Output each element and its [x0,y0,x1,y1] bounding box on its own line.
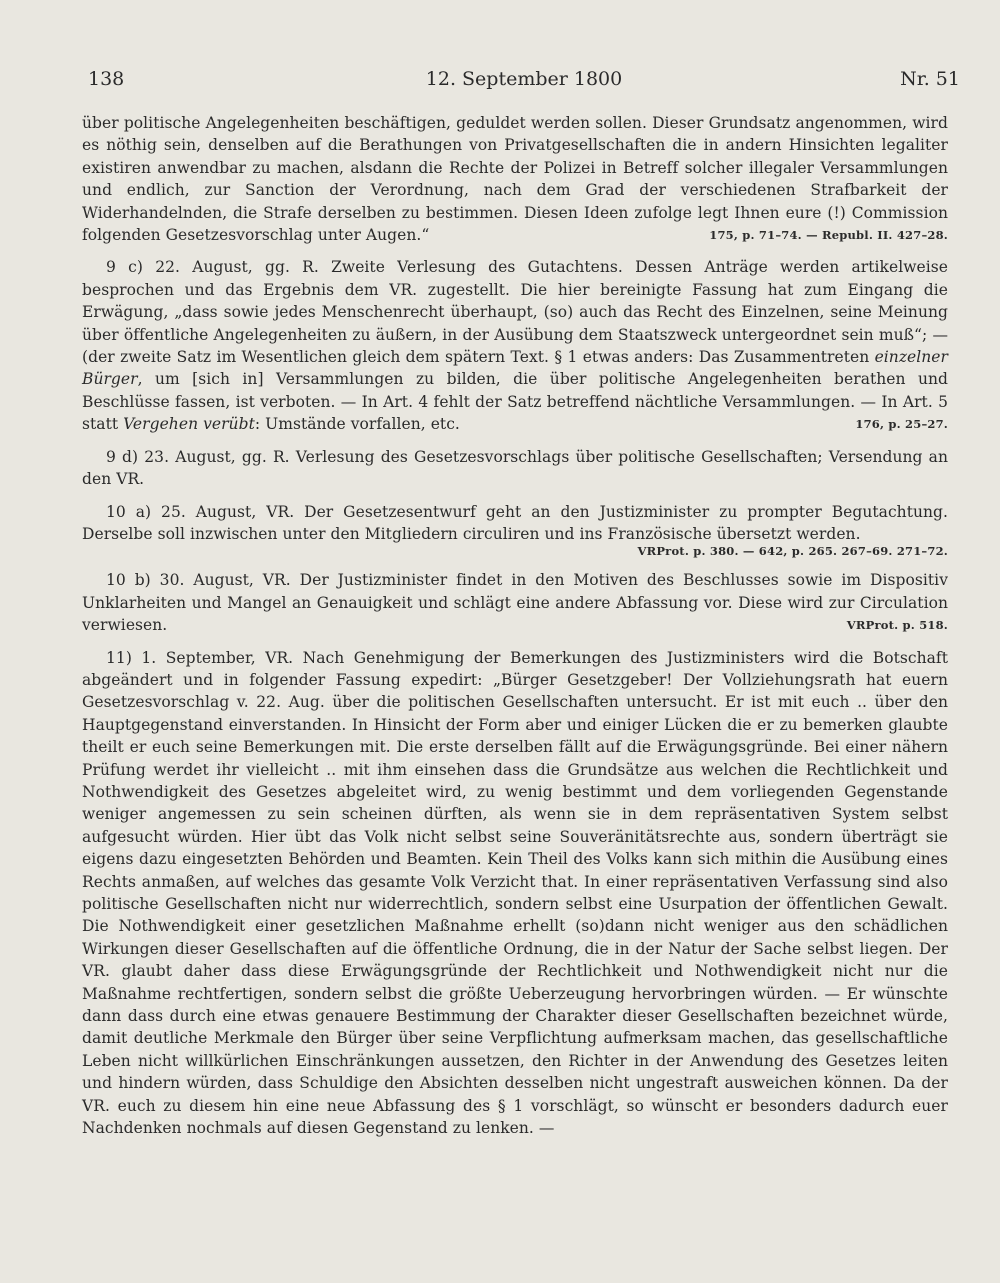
source-reference: VRProt. p. 380. — 642, p. 265. 267–69. 271–72. [637,544,948,559]
paragraph-text: 10 b) 30. August, VR. Der Justizminister findet in den Motiven des Beschlusses sowie im Dispositiv Unklarheiten und Mangel an Genauigkeit und schlägt eine andere Abfassung vor. Diese wird zur Circulation verwiesen. [82,571,948,635]
paragraph-10a [82,501,948,560]
body-text [82,112,948,1139]
paragraph-text: : Umstände vorfallen, etc. [254,415,460,434]
source-reference: VRProt. p. 518. [846,618,948,633]
italic-phrase: Vergehen verübt [123,415,255,434]
paragraph-text: 9 d) 23. August, gg. R. Verlesung des Gesetzesvorschlags über politische Gesellschaften; Versendung an den VR. [82,447,948,489]
paragraph-text: 10 a) 25. August, VR. Der Gesetzesentwurf geht an den Justizminister zu prompter Begutachtung. Derselbe soll inzwischen unter den Mitgliedern circuliren und ins Französische übersetzt werden. [82,502,948,543]
paragraph-10b [82,569,948,636]
paragraph-9c [82,256,948,435]
italic-phrase: einzelner Bürger [82,348,948,389]
paragraph-text: 11) 1. September, VR. Nach Genehmigung der Bemerkungen des Justizministers wird die Botschaft abgeändert und in folgender Fassung expedirt: „Bürger Gesetzgeber! Der Vollziehungsrath hat euern Gesetzesvorschlag v. 22. Aug. über die politischen Gesellschaften untersucht. Er ist mit euch .. über den Hauptgegenstand einverstanden. In Hinsicht der Form aber und einiger Lücken die er zu bemerken glaubte theilt er euch seine Bemerkungen mit. Die erste derselben fällt auf die Erwägungsgründe. Bei einer nähern Prüfung werdet ihr vielleicht .. mit ihm einsehen dass die Grundsätze aus welchen die Rechtlichkeit und Nothwendigkeit des Gesetzes abgeleitet wird, zu wenig bestimmt und dem vorliegenden Gegenstande weniger angemessen zu sein scheinen dürften, als wenn sie in dem repräsentativen System selbst aufgesucht würden. Hier übt das Volk nicht selbst seine Souveränitätsrechte aus, sondern überträgt sie eigens dazu eingesetzten Behörden und Beamten. Kein Theil des Volks kann sich mithin die Ausübung eines Rechts anmaßen, auf welches das gesamte Volk Verzicht that. In einer repräsentativen Verfassung sind also politische Gesellschaften nicht nur widerrechtlich, sondern selbst eine Usurpation der öffentlichen Gewalt. Die Nothwendigkeit einer gesetzlichen Maßnahme erhellt (so)dann nicht weniger aus den schädlichen Wirkungen dieser Gesellschaften auf die öffentliche Ordnung, die in der Natur der Sache selbst liegen. Der VR. glaubt daher dass diese Erwägungsgründe der Rechtlichkeit und Nothwendigkeit nicht nur die Maßnahme rechtfertigen, sondern selbst die größte Ueberzeugung hervorbringen würden. — Er wünschte dann dass durch eine etwas genauere Bestimmung der Charakter dieser Gesellschaften bezeichnet würde, damit deutliche Merkmale den Bürger über seine Verpflichtung aufmerksam machen, das gesellschaftliche Leben nicht willkürlichen Einschränkungen aussetzen, den Richter in der Anwendung des Gesetzes leiten und hindern würden, dass Schuldige den Absichten desselben nicht ungestraft ausweichen können. Da der VR. euch zu diesem hin eine neue Abfassung des § 1 vorschlägt, so wünscht er besonders dadurch euer Nachdenken nochmals auf diesen Gegenstand zu lenken. — [82,648,948,1138]
running-header [88,68,960,98]
paragraph-continuation [82,112,948,246]
document-number: Nr. 51 [900,68,960,90]
paragraph-text: über politische Angelegenheiten beschäftigen, geduldet werden sollen. Dieser Grundsatz angenommen, wird es nöthig sein, denselben auf die Berathungen von Privatgesellschaften die in andern Hinsichten legaliter existiren anwendbar zu machen, alsdann die Rechte der Polizei in Betreff solcher illegaler Versammlungen und endlich, zur Sanction der Verordnung, nach dem Grad der verschiedenen Strafbarkeit der Widerhandelnden, die Strafe derselben zu bestimmen. Diesen Ideen zufolge legt Ihnen eure (!) Commission folgenden Gesetzesvorschlag unter Augen.“ [82,114,948,245]
paragraph-9d [82,446,948,491]
source-reference: 176, p. 25–27. [855,417,948,432]
source-reference: 175, p. 71–74. — Republ. II. 427–28. [709,228,948,243]
header-date: 12. September 1800 [425,68,623,90]
paragraph-text: , um [sich in] Versammlungen zu bilden, die über politische Angelegenheiten berathen und Beschlüsse fassen, ist verboten. — In Art. 4 fehlt der Satz betreffend nächtliche Versammlungen. — In Art. 5 statt [82,370,948,434]
paragraph-text: 9 c) 22. August, gg. R. Zweite Verlesung des Gutachtens. Dessen Anträge werden artikelweise besprochen und das Ergebnis dem VR. zugestellt. Die hier bereinigte Fassung hat zum Eingang die Erwägung, „dass sowie jedes Menschenrecht überhaupt, (so) auch das Recht des Einzelnen, seine Meinung über öffentliche Angelegenheiten zu äußern, in der Ausübung dem Staatszweck untergeordnet sein muß“; — (der zweite Satz im Wesentlichen gleich dem spätern Text. § 1 etwas anders: Das Zusammentreten [82,258,948,367]
paragraph-11 [82,647,948,1140]
page-number: 138 [88,68,125,90]
